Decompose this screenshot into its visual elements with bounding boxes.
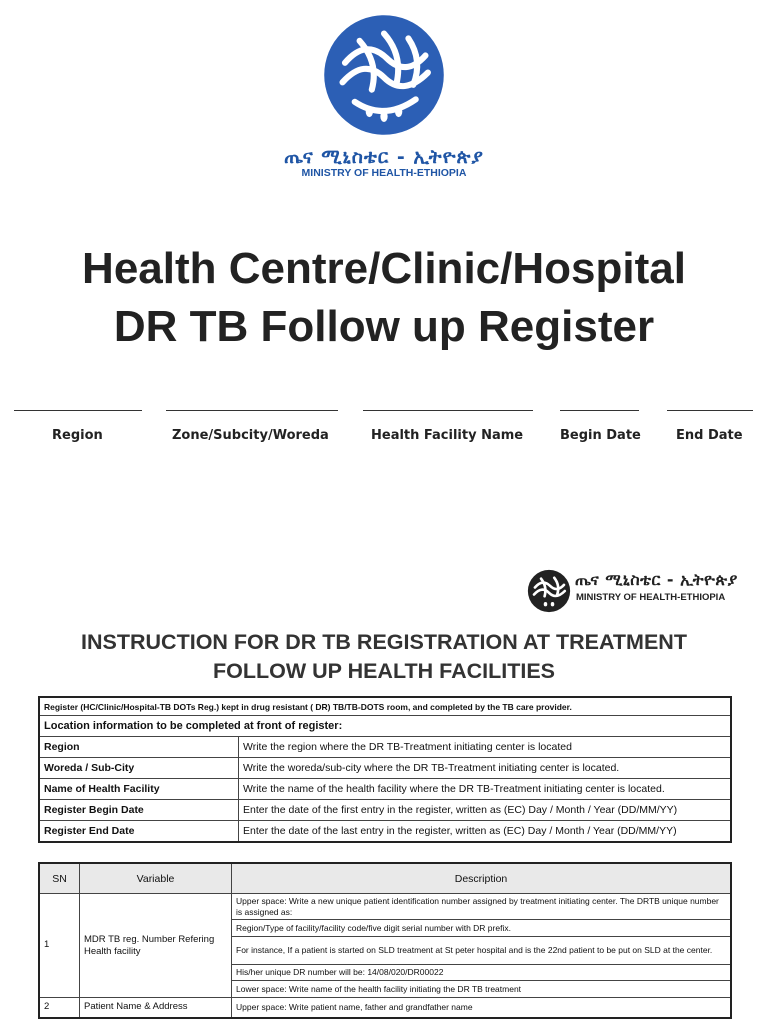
ministry-name: MINISTRY OF HEALTH-ETHIOPIA xyxy=(301,167,467,179)
page-title-line-2: DR TB Follow up Register xyxy=(113,302,655,351)
row-value: Enter the date of the last entry in the register, written as (EC) Day / Month / Year (DD/MM/YY) xyxy=(239,821,732,843)
row-description: For instance, If a patient is started on SLD treatment at St peter hospital and is the 22nd patient to be put on SLD at the center. xyxy=(232,937,732,965)
end-date-line xyxy=(667,410,753,411)
row-value: Write the region where the DR TB-Treatment initiating center is located xyxy=(239,737,732,758)
health-facility-line xyxy=(363,410,533,411)
region-label: Region xyxy=(52,428,103,443)
register-intro-text: Register (HC/Clinic/Hospital-TB DOTs Reg.) kept in drug resistant ( DR) TB/TB-DOTS room, and completed by the TB care provider. xyxy=(39,697,731,716)
table-row xyxy=(39,821,731,843)
location-subheader: Location information to be completed at front of register: xyxy=(39,716,731,737)
ministry-name-small: MINISTRY OF HEALTH-ETHIOPIA xyxy=(576,592,726,603)
begin-date-label: Begin Date xyxy=(560,428,641,443)
variables-table xyxy=(38,862,732,1019)
sn-header: SN xyxy=(39,863,80,894)
amharic-ministry-name: ጤና ሚኒስቴር - ኢትዮጵያ xyxy=(284,146,484,168)
ministry-logo-icon xyxy=(323,14,445,136)
zone-field[interactable] xyxy=(166,410,338,443)
table-row xyxy=(39,894,731,920)
row-key: Name of Health Facility xyxy=(39,779,239,800)
row-description: Lower space: Write name of the health facility initiating the DR TB treatment xyxy=(232,981,732,998)
description-header: Description xyxy=(232,863,732,894)
ministry-logo-small-icon xyxy=(527,569,571,613)
row-sn: 2 xyxy=(39,998,80,1018)
row-key: Woreda / Sub-City xyxy=(39,758,239,779)
end-date-label: End Date xyxy=(676,428,743,443)
table-row xyxy=(39,998,731,1018)
row-value: Write the name of the health facility where the DR TB-Treatment initiating center is located. xyxy=(239,779,732,800)
amharic-ministry-name-small: ጤና ሚኒስቴር - ኢትዮጵያ xyxy=(575,570,738,589)
table-row xyxy=(39,779,731,800)
row-value: Enter the date of the first entry in the register, written as (EC) Day / Month / Year (DD/MM/YY) xyxy=(239,800,732,821)
page-title-line-1: Health Centre/Clinic/Hospital xyxy=(82,244,686,293)
table-row xyxy=(39,758,731,779)
instruction-title-line-2: FOLLOW UP HEALTH FACILITIES xyxy=(213,659,555,683)
variable-header: Variable xyxy=(80,863,232,894)
row-variable: MDR TB reg. Number Refering Health facility xyxy=(80,894,232,998)
row-description: Region/Type of facility/facility code/five digit serial number with DR prefix. xyxy=(232,920,732,937)
table-row xyxy=(39,697,731,716)
row-description: Upper space: Write a new unique patient identification number assigned by treatment initiating center. The DRTB unique number is assigned as: xyxy=(232,894,732,920)
row-value: Write the woreda/sub-city where the DR TB-Treatment initiating center is located. xyxy=(239,758,732,779)
begin-date-line xyxy=(560,410,639,411)
table-row xyxy=(39,800,731,821)
region-line xyxy=(14,410,142,411)
instruction-title-line-1: INSTRUCTION FOR DR TB REGISTRATION AT TREATMENT xyxy=(81,630,687,654)
instruction-title xyxy=(0,628,768,686)
row-description: Upper space: Write patient name, father and grandfather name xyxy=(232,998,732,1018)
zone-line xyxy=(166,410,338,411)
row-key: Region xyxy=(39,737,239,758)
zone-label: Zone/Subcity/Woreda xyxy=(172,428,329,443)
page-title xyxy=(0,240,768,356)
table-row xyxy=(39,716,731,737)
row-description: His/her unique DR number will be: 14/08/020/DR00022 xyxy=(232,965,732,981)
region-field[interactable] xyxy=(14,410,142,443)
location-instructions-table xyxy=(38,696,732,843)
location-fields xyxy=(0,410,768,450)
health-facility-label: Health Facility Name xyxy=(371,428,524,443)
health-facility-field[interactable] xyxy=(363,410,533,443)
end-date-field[interactable] xyxy=(667,410,753,443)
table-header-row xyxy=(39,863,731,894)
row-variable: Patient Name & Address xyxy=(80,998,232,1018)
row-key: Register End Date xyxy=(39,821,239,843)
begin-date-field[interactable] xyxy=(560,410,641,443)
row-key: Register Begin Date xyxy=(39,800,239,821)
table-row xyxy=(39,737,731,758)
row-sn: 1 xyxy=(39,894,80,998)
